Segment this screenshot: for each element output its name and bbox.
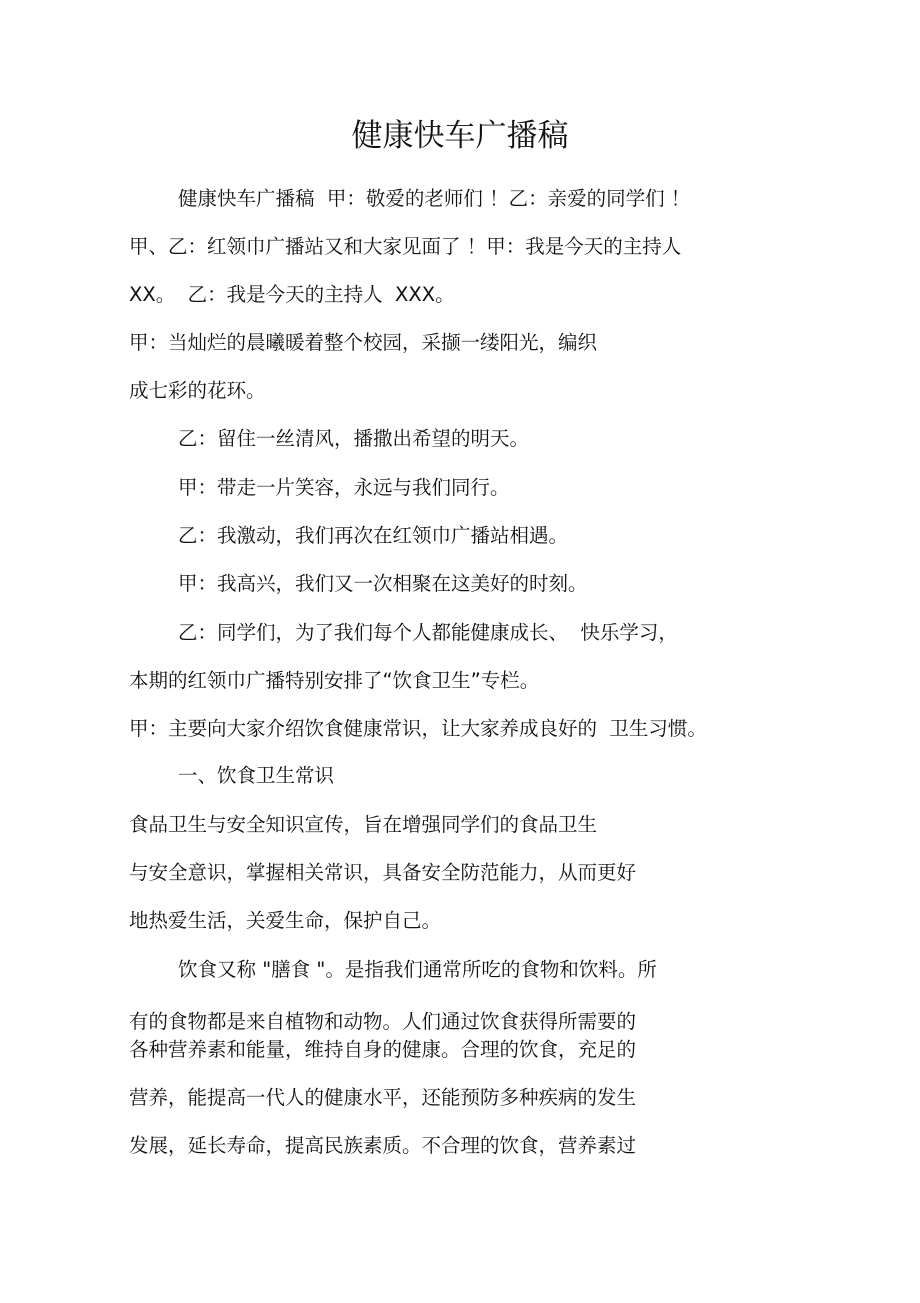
paragraph-line: 饮食又称 "膳食 "。是指我们通常所吃的食物和饮料。所: [178, 958, 657, 981]
paragraph-line: 乙：同学们，为了我们每个人都能健康成长、 快乐学习，: [178, 621, 678, 644]
paragraph-line: 食品卫生与安全知识宣传，旨在增强同学们的食品卫生: [129, 813, 598, 836]
paragraph-line: 发展，延长寿命，提高民族素质。不合理的饮食，营养素过: [129, 1134, 637, 1157]
paragraph-line: 成七彩的花环。: [129, 379, 266, 402]
paragraph-line: XX。 乙：我是今天的主持人 XXX。: [129, 283, 455, 306]
paragraph-line: 健康快车广播稿 甲：敬爱的老师们 ！乙：亲爱的同学们 ！: [178, 187, 691, 210]
paragraph-line: 甲：主要向大家介绍饮食健康常识，让大家养成良好的 卫生习惯。: [129, 717, 707, 740]
section-heading: 一、饮食卫生常识: [178, 764, 335, 787]
paragraph-line: 乙：我激动，我们再次在红领巾广播站相遇。: [178, 524, 569, 547]
paragraph-line: 本期的红领巾广播特别安排了“饮食卫生”专栏。: [129, 669, 540, 692]
paragraph-line: 甲：我高兴，我们又一次相聚在这美好的时刻。: [178, 572, 588, 595]
paragraph-line: 有的食物都是来自植物和动物。人们通过饮食获得所需要的: [129, 1010, 637, 1033]
paragraph-line: 地热爱生活，关爱生命，保护自己。: [129, 909, 442, 932]
paragraph-line: 甲、乙：红领巾广播站又和大家见面了 ！甲：我是今天的主持人: [129, 235, 682, 258]
paragraph-line: 甲：当灿烂的晨曦暖着整个校园，采撷一缕阳光，编织: [129, 331, 598, 354]
paragraph-line: 甲：带走一片笑容，永远与我们同行。: [178, 476, 510, 499]
paragraph-line: 与安全意识，掌握相关常识，具备安全防范能力，从而更好: [129, 861, 637, 884]
paragraph-line: 乙：留住一丝清风，播撒出希望的明天。: [178, 427, 530, 450]
paragraph-line: 营养，能提高一代人的健康水平，还能预防多种疾病的发生: [129, 1086, 637, 1109]
document-title: 健康快车广播稿: [351, 118, 569, 154]
paragraph-line: 各种营养素和能量，维持自身的健康。合理的饮食，充足的: [129, 1038, 637, 1061]
